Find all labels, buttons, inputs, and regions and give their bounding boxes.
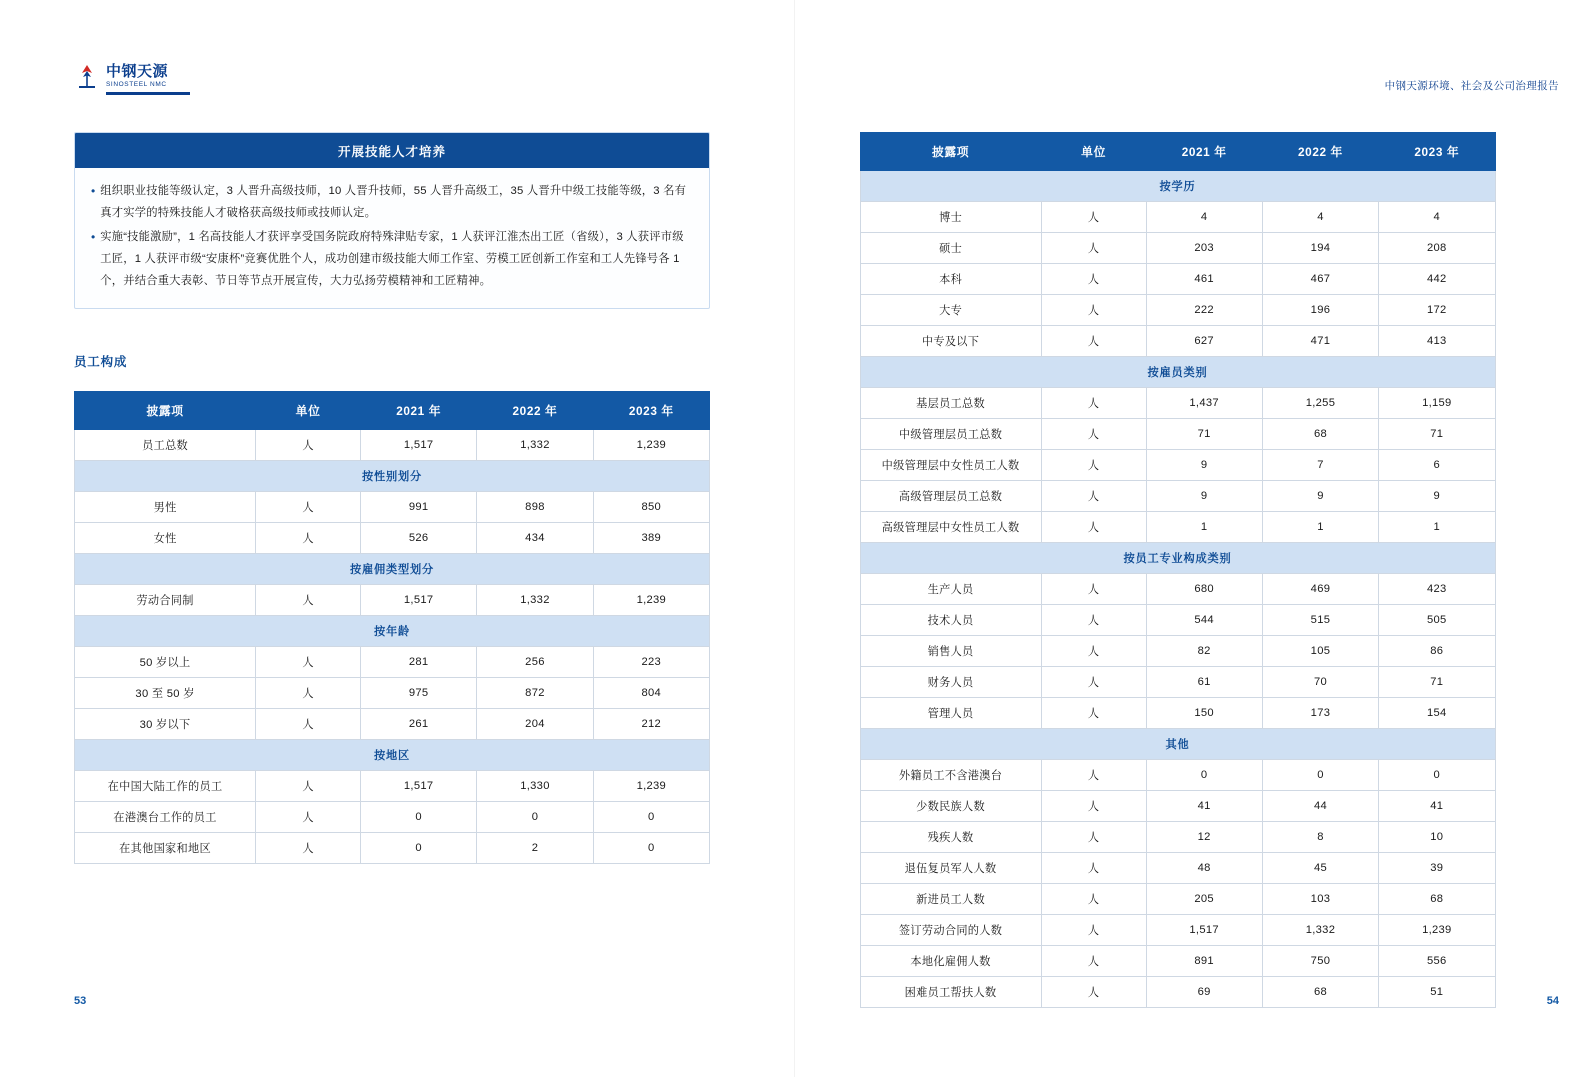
column-header-2022: 2022 年: [1262, 133, 1378, 171]
table-group-label: 按学历: [860, 171, 1495, 202]
cell-2023: 4: [1379, 202, 1495, 233]
cell-item: 残疾人数: [860, 822, 1041, 853]
cell-2023: 51: [1379, 977, 1495, 1008]
cell-2021: 222: [1146, 295, 1262, 326]
cell-2021: 261: [361, 709, 477, 740]
cell-unit: 人: [256, 430, 361, 461]
cell-2023: 505: [1379, 605, 1495, 636]
table-row: [860, 419, 1495, 450]
cell-2022: 1,332: [477, 430, 593, 461]
cell-unit: 人: [256, 833, 361, 864]
cell-unit: 人: [1041, 388, 1146, 419]
cell-item: 女性: [75, 523, 256, 554]
section-heading-employee-composition: 员工构成: [74, 355, 128, 369]
cell-2023: 1: [1379, 512, 1495, 543]
cell-item: 生产人员: [860, 574, 1041, 605]
cell-unit: 人: [256, 678, 361, 709]
cell-item: 30 岁以下: [75, 709, 256, 740]
cell-2021: 1,517: [361, 430, 477, 461]
table-row: [860, 884, 1495, 915]
table-group-row: [75, 616, 710, 647]
brand-underline: [106, 92, 190, 95]
cell-2023: 442: [1379, 264, 1495, 295]
cell-2023: 0: [1379, 760, 1495, 791]
cell-unit: 人: [1041, 202, 1146, 233]
cell-item: 财务人员: [860, 667, 1041, 698]
cell-2021: 12: [1146, 822, 1262, 853]
table-row: [860, 574, 1495, 605]
cell-2023: 423: [1379, 574, 1495, 605]
cell-2021: 991: [361, 492, 477, 523]
cell-2023: 556: [1379, 946, 1495, 977]
table-row: [860, 388, 1495, 419]
cell-2021: 203: [1146, 233, 1262, 264]
cell-item: 退伍复员军人人数: [860, 853, 1041, 884]
table-row: [75, 709, 710, 740]
cell-unit: 人: [256, 492, 361, 523]
cell-unit: 人: [1041, 233, 1146, 264]
cell-2023: 212: [593, 709, 709, 740]
cell-2023: 39: [1379, 853, 1495, 884]
bullet-icon: •: [91, 230, 96, 245]
cell-item: 基层员工总数: [860, 388, 1041, 419]
cell-2022: 8: [1262, 822, 1378, 853]
cell-item: 博士: [860, 202, 1041, 233]
cell-item: 大专: [860, 295, 1041, 326]
brand-name-cn: 中钢天源: [106, 63, 169, 80]
cell-2023: 0: [593, 802, 709, 833]
cell-unit: 人: [1041, 698, 1146, 729]
cell-2022: 1,255: [1262, 388, 1378, 419]
bullet-icon: •: [91, 184, 96, 198]
cell-2023: 10: [1379, 822, 1495, 853]
cell-unit: 人: [1041, 636, 1146, 667]
table-row: [860, 295, 1495, 326]
cell-2022: 204: [477, 709, 593, 740]
cell-2022: 70: [1262, 667, 1378, 698]
table-row: [860, 264, 1495, 295]
cell-2022: 256: [477, 647, 593, 678]
cell-2022: 1,332: [1262, 915, 1378, 946]
cell-unit: 人: [1041, 853, 1146, 884]
cell-2022: 898: [477, 492, 593, 523]
cell-2022: 103: [1262, 884, 1378, 915]
page-54: [794, 0, 1587, 1077]
cell-item: 外籍员工不含港澳台: [860, 760, 1041, 791]
table-row: [860, 822, 1495, 853]
table-group-row: [75, 554, 710, 585]
cell-2022: 68: [1262, 419, 1378, 450]
employee-composition-table-left: [74, 391, 710, 864]
table-row: [860, 915, 1495, 946]
column-header-2022: 2022 年: [477, 392, 593, 430]
table-body-right: [860, 171, 1495, 1008]
cell-unit: 人: [1041, 512, 1146, 543]
table-group-label: 按地区: [75, 740, 710, 771]
cell-unit: 人: [256, 585, 361, 616]
table-group-row: [860, 171, 1495, 202]
cell-2022: 1,332: [477, 585, 593, 616]
cell-2021: 41: [1146, 791, 1262, 822]
cell-item: 高级管理层中女性员工人数: [860, 512, 1041, 543]
table-group-row: [75, 461, 710, 492]
cell-2021: 48: [1146, 853, 1262, 884]
table-group-label: 其他: [860, 729, 1495, 760]
cell-unit: 人: [256, 802, 361, 833]
cell-unit: 人: [1041, 264, 1146, 295]
cell-2023: 1,239: [593, 771, 709, 802]
cell-2021: 1: [1146, 512, 1262, 543]
cell-unit: 人: [1041, 822, 1146, 853]
cell-2021: 544: [1146, 605, 1262, 636]
callout-box: [74, 132, 710, 309]
cell-2022: 9: [1262, 481, 1378, 512]
cell-2022: 515: [1262, 605, 1378, 636]
table-row: [860, 605, 1495, 636]
cell-2023: 1,239: [593, 430, 709, 461]
column-header-2023: 2023 年: [593, 392, 709, 430]
sinosteel-logo-icon: [74, 64, 100, 94]
table-row: [75, 833, 710, 864]
table-group-row: [860, 543, 1495, 574]
column-header-2023: 2023 年: [1379, 133, 1495, 171]
table-group-label: 按雇员类别: [860, 357, 1495, 388]
table-row: [860, 202, 1495, 233]
cell-item: 新进员工人数: [860, 884, 1041, 915]
cell-2021: 975: [361, 678, 477, 709]
cell-2021: 0: [361, 833, 477, 864]
table-group-label: 按雇佣类型划分: [75, 554, 710, 585]
column-header-2021: 2021 年: [361, 392, 477, 430]
cell-unit: 人: [1041, 574, 1146, 605]
cell-2022: 105: [1262, 636, 1378, 667]
cell-item: 本科: [860, 264, 1041, 295]
cell-2023: 389: [593, 523, 709, 554]
table-row: [860, 853, 1495, 884]
cell-2022: 0: [477, 802, 593, 833]
cell-item: 困难员工帮扶人数: [860, 977, 1041, 1008]
cell-2021: 526: [361, 523, 477, 554]
callout-list-item: [91, 226, 691, 292]
cell-item: 男性: [75, 492, 256, 523]
table-row: [75, 523, 710, 554]
cell-2022: 467: [1262, 264, 1378, 295]
cell-2022: 0: [1262, 760, 1378, 791]
cell-item: 劳动合同制: [75, 585, 256, 616]
cell-unit: 人: [1041, 605, 1146, 636]
employee-composition-table-right: [860, 132, 1496, 1008]
cell-item: 技术人员: [860, 605, 1041, 636]
cell-item: 少数民族人数: [860, 791, 1041, 822]
table-row: [860, 698, 1495, 729]
cell-2021: 1,517: [1146, 915, 1262, 946]
page-number-right: 54: [1546, 995, 1559, 1007]
cell-2021: 1,517: [361, 771, 477, 802]
table-row: [75, 647, 710, 678]
cell-2021: 0: [361, 802, 477, 833]
cell-2021: 1,437: [1146, 388, 1262, 419]
cell-unit: 人: [1041, 791, 1146, 822]
cell-2022: 68: [1262, 977, 1378, 1008]
table-group-label: 按性别划分: [75, 461, 710, 492]
cell-item: 管理人员: [860, 698, 1041, 729]
table-row: [860, 233, 1495, 264]
table-body-left: [75, 430, 710, 864]
cell-2021: 0: [1146, 760, 1262, 791]
cell-unit: 人: [1041, 667, 1146, 698]
cell-item: 30 至 50 岁: [75, 678, 256, 709]
table-row: [860, 760, 1495, 791]
table-row: [860, 512, 1495, 543]
table-group-row: [860, 357, 1495, 388]
cell-unit: 人: [1041, 295, 1146, 326]
cell-2022: 196: [1262, 295, 1378, 326]
table-group-label: 按员工专业构成类别: [860, 543, 1495, 574]
cell-2023: 850: [593, 492, 709, 523]
cell-item: 50 岁以上: [75, 647, 256, 678]
cell-2021: 1,517: [361, 585, 477, 616]
cell-2021: 627: [1146, 326, 1262, 357]
cell-unit: 人: [1041, 946, 1146, 977]
cell-item: 本地化雇佣人数: [860, 946, 1041, 977]
cell-2023: 1,239: [593, 585, 709, 616]
cell-2023: 71: [1379, 667, 1495, 698]
cell-2022: 4: [1262, 202, 1378, 233]
cell-2021: 150: [1146, 698, 1262, 729]
cell-2023: 6: [1379, 450, 1495, 481]
cell-2021: 9: [1146, 481, 1262, 512]
page-number-left: 53: [74, 995, 87, 1007]
cell-unit: 人: [1041, 419, 1146, 450]
column-header-item: 披露项: [860, 133, 1041, 171]
callout-list-item: [91, 180, 691, 224]
cell-2023: 804: [593, 678, 709, 709]
cell-item: 签订劳动合同的人数: [860, 915, 1041, 946]
cell-2022: 434: [477, 523, 593, 554]
cell-item: 销售人员: [860, 636, 1041, 667]
table-row: [860, 326, 1495, 357]
cell-2022: 2: [477, 833, 593, 864]
table-row: [75, 802, 710, 833]
cell-2021: 461: [1146, 264, 1262, 295]
cell-unit: 人: [256, 647, 361, 678]
cell-2021: 61: [1146, 667, 1262, 698]
callout-item-text: 实施“技能激励”，1 名高技能人才获评享受国务院政府特殊津贴专家，1 人获评江淮杰出工匠（省级），3 人获评市级工匠，1 人获评市级“安康杯”竞赛优胜个人，成功创建市级技能大师工作室、劳模工匠创新工作室和工人先锋号各 1 个，并结合重大表彰、节日等节点开展宣传，大力弘扬劳模精神和工匠精神。: [100, 231, 684, 288]
callout-body: [75, 168, 709, 308]
cell-2021: 9: [1146, 450, 1262, 481]
cell-item: 在中国大陆工作的员工: [75, 771, 256, 802]
cell-item: 员工总数: [75, 430, 256, 461]
cell-2023: 172: [1379, 295, 1495, 326]
table-row: [75, 492, 710, 523]
cell-2023: 413: [1379, 326, 1495, 357]
cell-unit: 人: [1041, 760, 1146, 791]
brand-name-en: SINOSTEEL NMC: [106, 81, 167, 88]
cell-2023: 208: [1379, 233, 1495, 264]
cell-2023: 68: [1379, 884, 1495, 915]
column-header-item: 披露项: [75, 392, 256, 430]
cell-unit: 人: [256, 709, 361, 740]
table-group-row: [860, 729, 1495, 760]
cell-item: 在港澳台工作的员工: [75, 802, 256, 833]
column-header-unit: 单位: [256, 392, 361, 430]
table-row: [860, 791, 1495, 822]
cell-2023: 1,239: [1379, 915, 1495, 946]
table-header-row: [860, 133, 1495, 171]
cell-unit: 人: [1041, 481, 1146, 512]
cell-2022: 173: [1262, 698, 1378, 729]
table-row: [860, 636, 1495, 667]
cell-item: 在其他国家和地区: [75, 833, 256, 864]
cell-2022: 44: [1262, 791, 1378, 822]
cell-2022: 1: [1262, 512, 1378, 543]
table-row: [75, 771, 710, 802]
cell-2022: 750: [1262, 946, 1378, 977]
table-row: [75, 585, 710, 616]
cell-unit: 人: [1041, 326, 1146, 357]
cell-2021: 680: [1146, 574, 1262, 605]
cell-unit: 人: [256, 771, 361, 802]
cell-item: 中级管理层员工总数: [860, 419, 1041, 450]
cell-2022: 45: [1262, 853, 1378, 884]
callout-title: 开展技能人才培养: [75, 133, 709, 168]
cell-2023: 1,159: [1379, 388, 1495, 419]
cell-unit: 人: [256, 523, 361, 554]
table-group-row: [75, 740, 710, 771]
cell-2021: 891: [1146, 946, 1262, 977]
column-header-unit: 单位: [1041, 133, 1146, 171]
cell-2023: 9: [1379, 481, 1495, 512]
table-header-row: [75, 392, 710, 430]
cell-2021: 82: [1146, 636, 1262, 667]
cell-2023: 0: [593, 833, 709, 864]
cell-2021: 281: [361, 647, 477, 678]
cell-2023: 41: [1379, 791, 1495, 822]
cell-item: 中级管理层中女性员工人数: [860, 450, 1041, 481]
cell-2022: 872: [477, 678, 593, 709]
cell-2022: 194: [1262, 233, 1378, 264]
cell-2023: 154: [1379, 698, 1495, 729]
cell-item: 高级管理层员工总数: [860, 481, 1041, 512]
table-group-label: 按年龄: [75, 616, 710, 647]
cell-2021: 71: [1146, 419, 1262, 450]
table-row: [860, 946, 1495, 977]
column-header-2021: 2021 年: [1146, 133, 1262, 171]
cell-2021: 205: [1146, 884, 1262, 915]
cell-unit: 人: [1041, 450, 1146, 481]
table-row: [860, 667, 1495, 698]
cell-2022: 7: [1262, 450, 1378, 481]
cell-2022: 471: [1262, 326, 1378, 357]
table-row: [860, 977, 1495, 1008]
table-row: [75, 430, 710, 461]
cell-2021: 69: [1146, 977, 1262, 1008]
cell-unit: 人: [1041, 915, 1146, 946]
cell-2023: 223: [593, 647, 709, 678]
table-row: [75, 678, 710, 709]
table-row: [860, 450, 1495, 481]
cell-2023: 71: [1379, 419, 1495, 450]
table-row: [860, 481, 1495, 512]
report-title-header: 中钢天源环境、社会及公司治理报告: [1384, 80, 1559, 92]
cell-2023: 86: [1379, 636, 1495, 667]
brand-logo: [74, 64, 190, 95]
callout-item-text: 组织职业技能等级认定，3 人晋升高级技师，10 人晋升技师，55 人晋升高级工，35 人晋升中级工技能等级，3 名有真才实学的特殊技能人才破格获高级技师或技师认定。: [100, 185, 687, 220]
cell-2022: 1,330: [477, 771, 593, 802]
cell-unit: 人: [1041, 884, 1146, 915]
cell-item: 硕士: [860, 233, 1041, 264]
cell-2021: 4: [1146, 202, 1262, 233]
cell-item: 中专及以下: [860, 326, 1041, 357]
cell-2022: 469: [1262, 574, 1378, 605]
cell-unit: 人: [1041, 977, 1146, 1008]
